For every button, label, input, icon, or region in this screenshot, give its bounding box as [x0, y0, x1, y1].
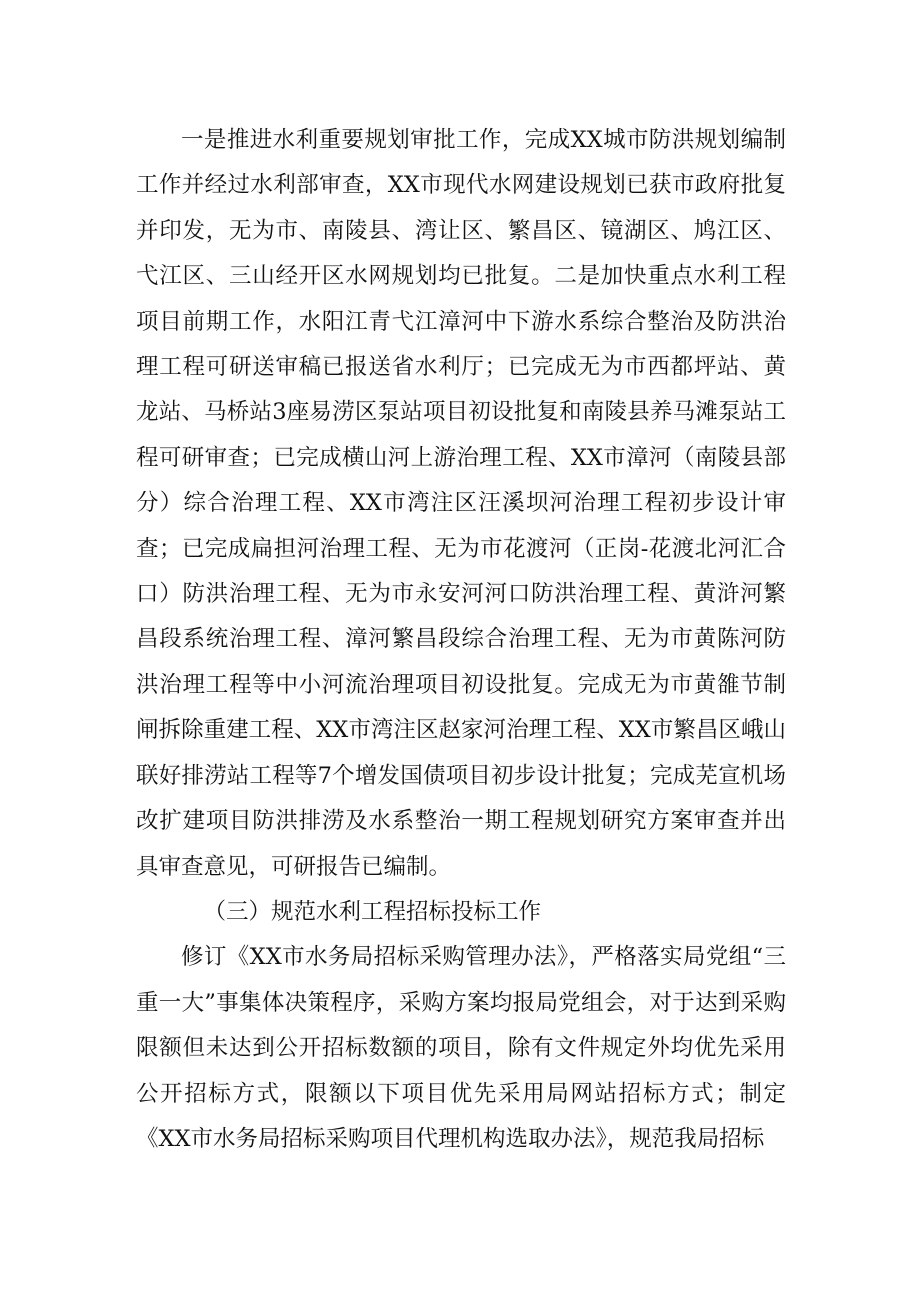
section-heading-bidding: （三）规范水利工程招标投标工作 [203, 898, 542, 925]
document-page [136, 118, 786, 1162]
body-paragraph-bidding: 修订《XX市水务局招标采购管理办法》，严格落实局党组“三重一大”事集体决策程序，采购方案均报局党组会，对于达到采购限额但未达到公开招标数额的项目，除有文件规定外均优先采用公开招标方式，限额以下项目优先采用局网站招标方式；制定《XX市水务局招标采购项目代理机构选取办法》，规范我局招标 [136, 944, 786, 1152]
body-paragraph-planning: 一是推进水利重要规划审批工作，完成XX城市防洪规划编制工作并经过水利部审查，XX市现代水网建设规划已获市政府批复并印发，无为市、南陵县、湾让区、繁昌区、镜湖区、鸠江区、弋江区、三山经开区水网规划均已批复。二是加快重点水利工程项目前期工作，水阳江青弋江漳河中下游水系综合整治及防洪治理工程可研送审稿已报送省水利厅；已完成无为市西都坪站、黄龙站、马桥站3座易涝区泵站项目初设批复和南陵县养马滩泵站工程可研审查；已完成横山河上游治理工程、XX市漳河（南陵县部分）综合治理工程、XX市湾注区汪溪坝河治理工程初步设计审查；已完成扁担河治理工程、无为市花渡河（正岗-花渡北河汇合口）防洪治理工程、无为市永安河河口防洪治理工程、黄浒河繁昌段系统治理工程、漳河繁昌段综合治理工程、无为市黄陈河防洪治理工程等中小河流治理项目初设批复。完成无为市黄雒节制闸拆除重建工程、XX市湾注区赵家河治理工程、XX市繁昌区峨山联好排涝站工程等7个增发国债项目初步设计批复；完成芜宣机场改扩建项目防洪排涝及水系整治一期工程规划研究方案审查并出具审查意见，可研报告已编制。 [136, 127, 786, 880]
